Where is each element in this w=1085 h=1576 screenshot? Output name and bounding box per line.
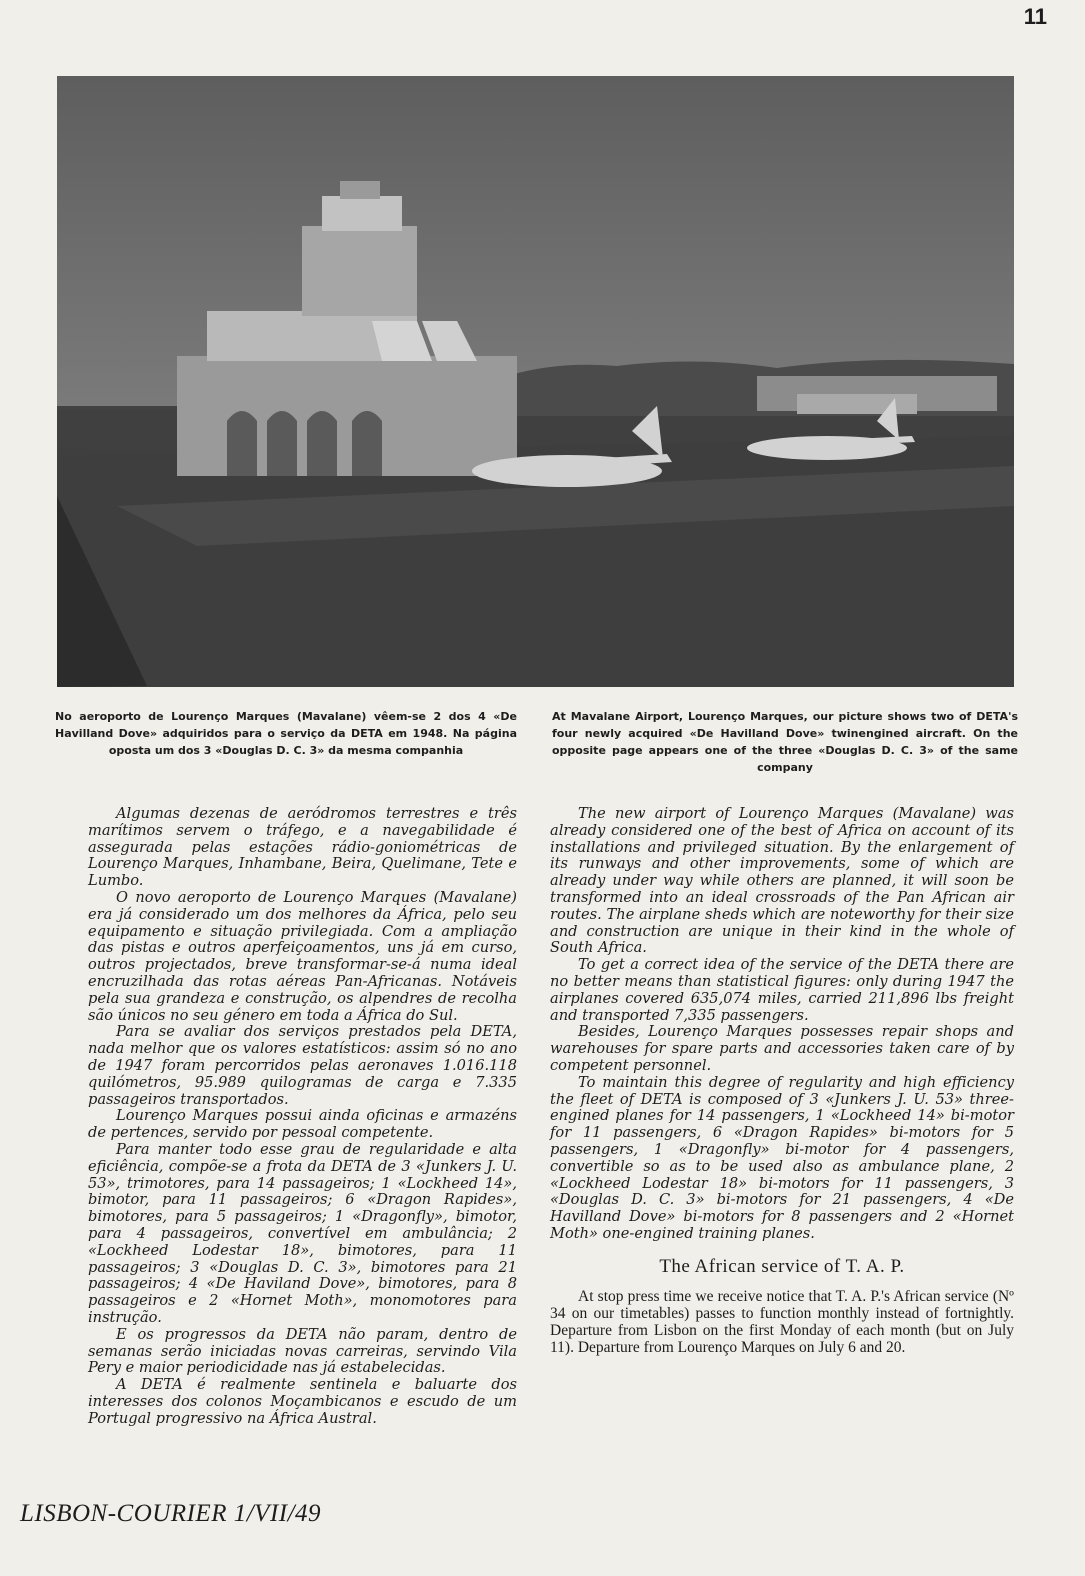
caption-english: At Mavalane Airport, Lourenço Marques, our picture shows two of DETA's four newly acquired «De Havilland Dove» twinengined aircraft. On the opposite page appears one of the three «Douglas D. C. 3» of the same company bbox=[552, 710, 1018, 774]
english-column bbox=[550, 806, 1014, 1356]
footer-masthead: LISBON-COURIER 1/VII/49 bbox=[20, 1500, 322, 1527]
paragraph: E os progressos da DETA não param, dentro de semanas serão iniciadas novas carreiras, servindo Vila Pery e maior periodicidade nas já estabelecidas. bbox=[88, 1325, 517, 1377]
airport-photo bbox=[57, 76, 1014, 687]
paragraph: To get a correct idea of the service of the DETA there are no better means than statistical figures: only during 1947 the airplanes covered 635,074 miles, carried 211,896 lbs freight and transported 7,335 passengers. bbox=[550, 956, 1014, 1024]
paragraph: To maintain this degree of regularity and high efficiency the fleet of DETA is composed of 3 «Junkers J. U. 53» three-engined planes for 14 passengers, 1 «Lockheed 14» bi-motor for 11 passengers, 6 «Dragon Rapides» bi-motors for 5 passengers, 1 «Dragonfly» bi-motor for 4 passengers, convertible so as to be used also as ambulance plane, 2 «Lockheed Lodestar 18» bi-motors for 11 passengers, 3 «Douglas D. C. 3» bi-motors for 21 passengers, 4 «De Havilland Dove» bi-motors for 8 passengers and 2 «Hornet Moth» one-engined training planes. bbox=[550, 1073, 1014, 1242]
page-number: 11 bbox=[1023, 4, 1047, 29]
paragraph: Besides, Lourenço Marques possesses repair shops and warehouses for spare parts and accessories taken care of by competent personnel. bbox=[550, 1023, 1014, 1074]
tap-heading: The African service of T. A. P. bbox=[659, 1255, 905, 1277]
tap-notice bbox=[550, 1288, 1014, 1356]
paragraph: Para se avaliar dos serviços prestados pela DETA, nada melhor que os valores estatísticos: assim só no ano de 1947 foram percorridos pelas aeronaves 1.016.118 quilómetros, 95.989 quilogramas de carga e 7.335 passageiros transportados. bbox=[88, 1023, 517, 1108]
paragraph: Lourenço Marques possui ainda oficinas e armazéns de pertences, servido por pessoal competente. bbox=[88, 1107, 517, 1142]
paragraph: Algumas dezenas de aeródromos terrestres e três marítimos servem o tráfego, e a navegabilidade é assegurada pelas estações rádio-goniométricas de Lourenço Marques, Inhambane, Beira, Quelimane, Tete e Lumbo. bbox=[88, 805, 517, 890]
paragraph: A DETA é realmente sentinela e baluarte dos interesses dos colonos Moçambicanos e escudo de um Portugal progressivo na África Austral. bbox=[88, 1376, 517, 1427]
paragraph: O novo aeroporto de Lourenço Marques (Mavalane) era já considerado um dos melhores da África, pelo seu equipamento e situação privilegiada. Com a ampliação das pistas e outros aperfeiçoamentos, uns já em curso, outros projectados, breve transformar-se-á numa ideal encruzilhada das rotas aéreas Pan-Africanas. Notáveis pela sua grandeza e construção, os alpendres de recolha são únicos no seu género em toda a África do Sul. bbox=[88, 888, 517, 1024]
paragraph: Para manter todo esse grau de regularidade e alta eficiência, compõe-se a frota da DETA de 3 «Junkers J. U. 53», trimotores, para 14 passageiros; 1 «Lockheed 14», bimotor, para 11 passageiros; 6 «Dragon Rapides», bimotores, para 5 passageiros; 1 «Dragonfly», bimotor, para 4 passageiros, convertível em ambulância; 2 «Lockheed Lodestar 18», bimotores, para 11 passageiros; 3 «Douglas D. C. 3», bimotores para 21 passageiros; 4 «De Haviland Dove», bimotores, para 8 passageiros e 2 «Hornet Moth», monomotores para instrução. bbox=[88, 1140, 517, 1326]
english-article bbox=[550, 806, 1014, 1243]
paragraph: The new airport of Lourenço Marques (Mavalane) was already considered one of the best of Africa on account of its installations and privileged situation. By the enlargement of its runways and other improvements, some of which are already under way while others are planned, it will soon be transformed into an ideal crossroads of the Pan African air routes. The airplane sheds which are noteworthy for their size and construction are unique in their kind in the whole of South Africa. bbox=[550, 805, 1014, 957]
portuguese-column bbox=[88, 806, 517, 1427]
paragraph: At stop press time we receive notice that T. A. P.'s African service (Nº 34 on our timetables) passes to function monthly instead of fortnightly. Departure from Lisbon on the first Monday of each month (but on July 11). Departure from Lourenço Marques on July 6 and 20. bbox=[550, 1287, 1014, 1356]
caption-portuguese: No aeroporto de Lourenço Marques (Mavalane) vêem-se 2 dos 4 «De Havilland Dove» adquiridos para o serviço da DETA em 1948. Na página oposta um dos 3 «Douglas D. C. 3» da mesma companhia bbox=[55, 710, 517, 757]
